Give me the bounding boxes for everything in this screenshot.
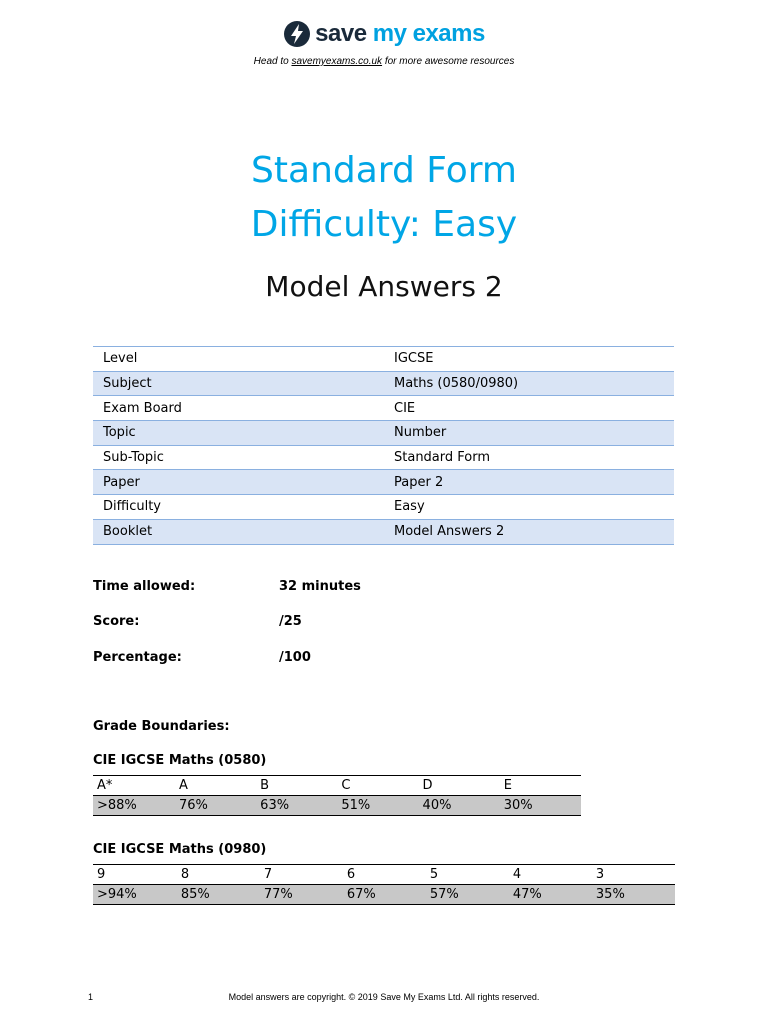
grade-table-title-0980: CIE IGCSE Maths (0980) — [93, 842, 267, 857]
info-row — [93, 421, 674, 446]
grade-header: 5 — [426, 865, 509, 885]
score: Score: /25 — [93, 614, 302, 629]
difficulty-title: Difficulty: Easy — [250, 204, 518, 245]
info-key: Exam Board — [93, 396, 384, 421]
time-allowed: Time allowed: 32 minutes — [93, 579, 361, 594]
lightning-bolt-icon — [283, 20, 311, 48]
site-link[interactable]: savemyexams.co.uk — [291, 56, 383, 67]
grade-header: D — [419, 776, 500, 796]
grade-value: 67% — [343, 885, 426, 905]
page-number: 1 — [88, 992, 94, 1002]
info-value: CIE — [384, 396, 674, 421]
info-row — [93, 396, 674, 421]
grade-row — [93, 865, 675, 885]
grade-value: 77% — [260, 885, 343, 905]
grade-header: E — [500, 776, 581, 796]
info-value: Number — [384, 421, 674, 446]
info-key: Subject — [93, 371, 384, 396]
info-table — [93, 346, 674, 545]
grade-boundaries-heading: Grade Boundaries: — [93, 719, 230, 734]
info-row — [93, 495, 674, 520]
grade-header: 3 — [592, 865, 675, 885]
grade-header: C — [337, 776, 418, 796]
copyright-notice: Model answers are copyright. © 2019 Save My Exams Ltd. All rights reserved. — [228, 992, 540, 1002]
percentage: Percentage: /100 — [93, 650, 311, 665]
grade-header: 7 — [260, 865, 343, 885]
grade-value: 51% — [337, 796, 418, 816]
grade-header: 8 — [177, 865, 260, 885]
grade-table-title-0580: CIE IGCSE Maths (0580) — [93, 753, 267, 768]
info-value: Maths (0580/0980) — [384, 371, 674, 396]
info-key: Sub-Topic — [93, 445, 384, 470]
grade-value: 63% — [256, 796, 337, 816]
logo[interactable] — [283, 20, 485, 48]
info-value: Easy — [384, 495, 674, 520]
grade-value: 47% — [509, 885, 592, 905]
grade-row — [93, 796, 581, 816]
grade-table-0580 — [93, 775, 581, 816]
grade-value: 76% — [175, 796, 256, 816]
info-key: Paper — [93, 470, 384, 495]
grade-header: A — [175, 776, 256, 796]
grade-header: 4 — [509, 865, 592, 885]
page-subtitle: Model Answers 2 — [265, 270, 503, 303]
page-title: Standard Form — [251, 150, 517, 191]
grade-row — [93, 885, 675, 905]
tagline: Head to savemyexams.co.uk for more awesome resources — [253, 56, 515, 67]
grade-value: 57% — [426, 885, 509, 905]
info-key: Booklet — [93, 519, 384, 544]
info-row — [93, 470, 674, 495]
header — [0, 20, 768, 67]
grade-table-0980 — [93, 864, 675, 905]
grade-value: 30% — [500, 796, 581, 816]
grade-header: B — [256, 776, 337, 796]
info-key: Level — [93, 347, 384, 372]
info-value: IGCSE — [384, 347, 674, 372]
grade-value: >88% — [93, 796, 175, 816]
grade-value: 40% — [419, 796, 500, 816]
info-value: Standard Form — [384, 445, 674, 470]
info-row — [93, 371, 674, 396]
grade-value: >94% — [93, 885, 177, 905]
info-key: Difficulty — [93, 495, 384, 520]
grade-value: 85% — [177, 885, 260, 905]
grade-value: 35% — [592, 885, 675, 905]
info-key: Topic — [93, 421, 384, 446]
grade-header: 6 — [343, 865, 426, 885]
grade-header: 9 — [93, 865, 177, 885]
info-row — [93, 347, 674, 372]
logo-wordmark: save my exams — [315, 20, 485, 47]
grade-header: A* — [93, 776, 175, 796]
info-row — [93, 445, 674, 470]
grade-row — [93, 776, 581, 796]
info-row — [93, 519, 674, 544]
info-value: Model Answers 2 — [384, 519, 674, 544]
info-value: Paper 2 — [384, 470, 674, 495]
